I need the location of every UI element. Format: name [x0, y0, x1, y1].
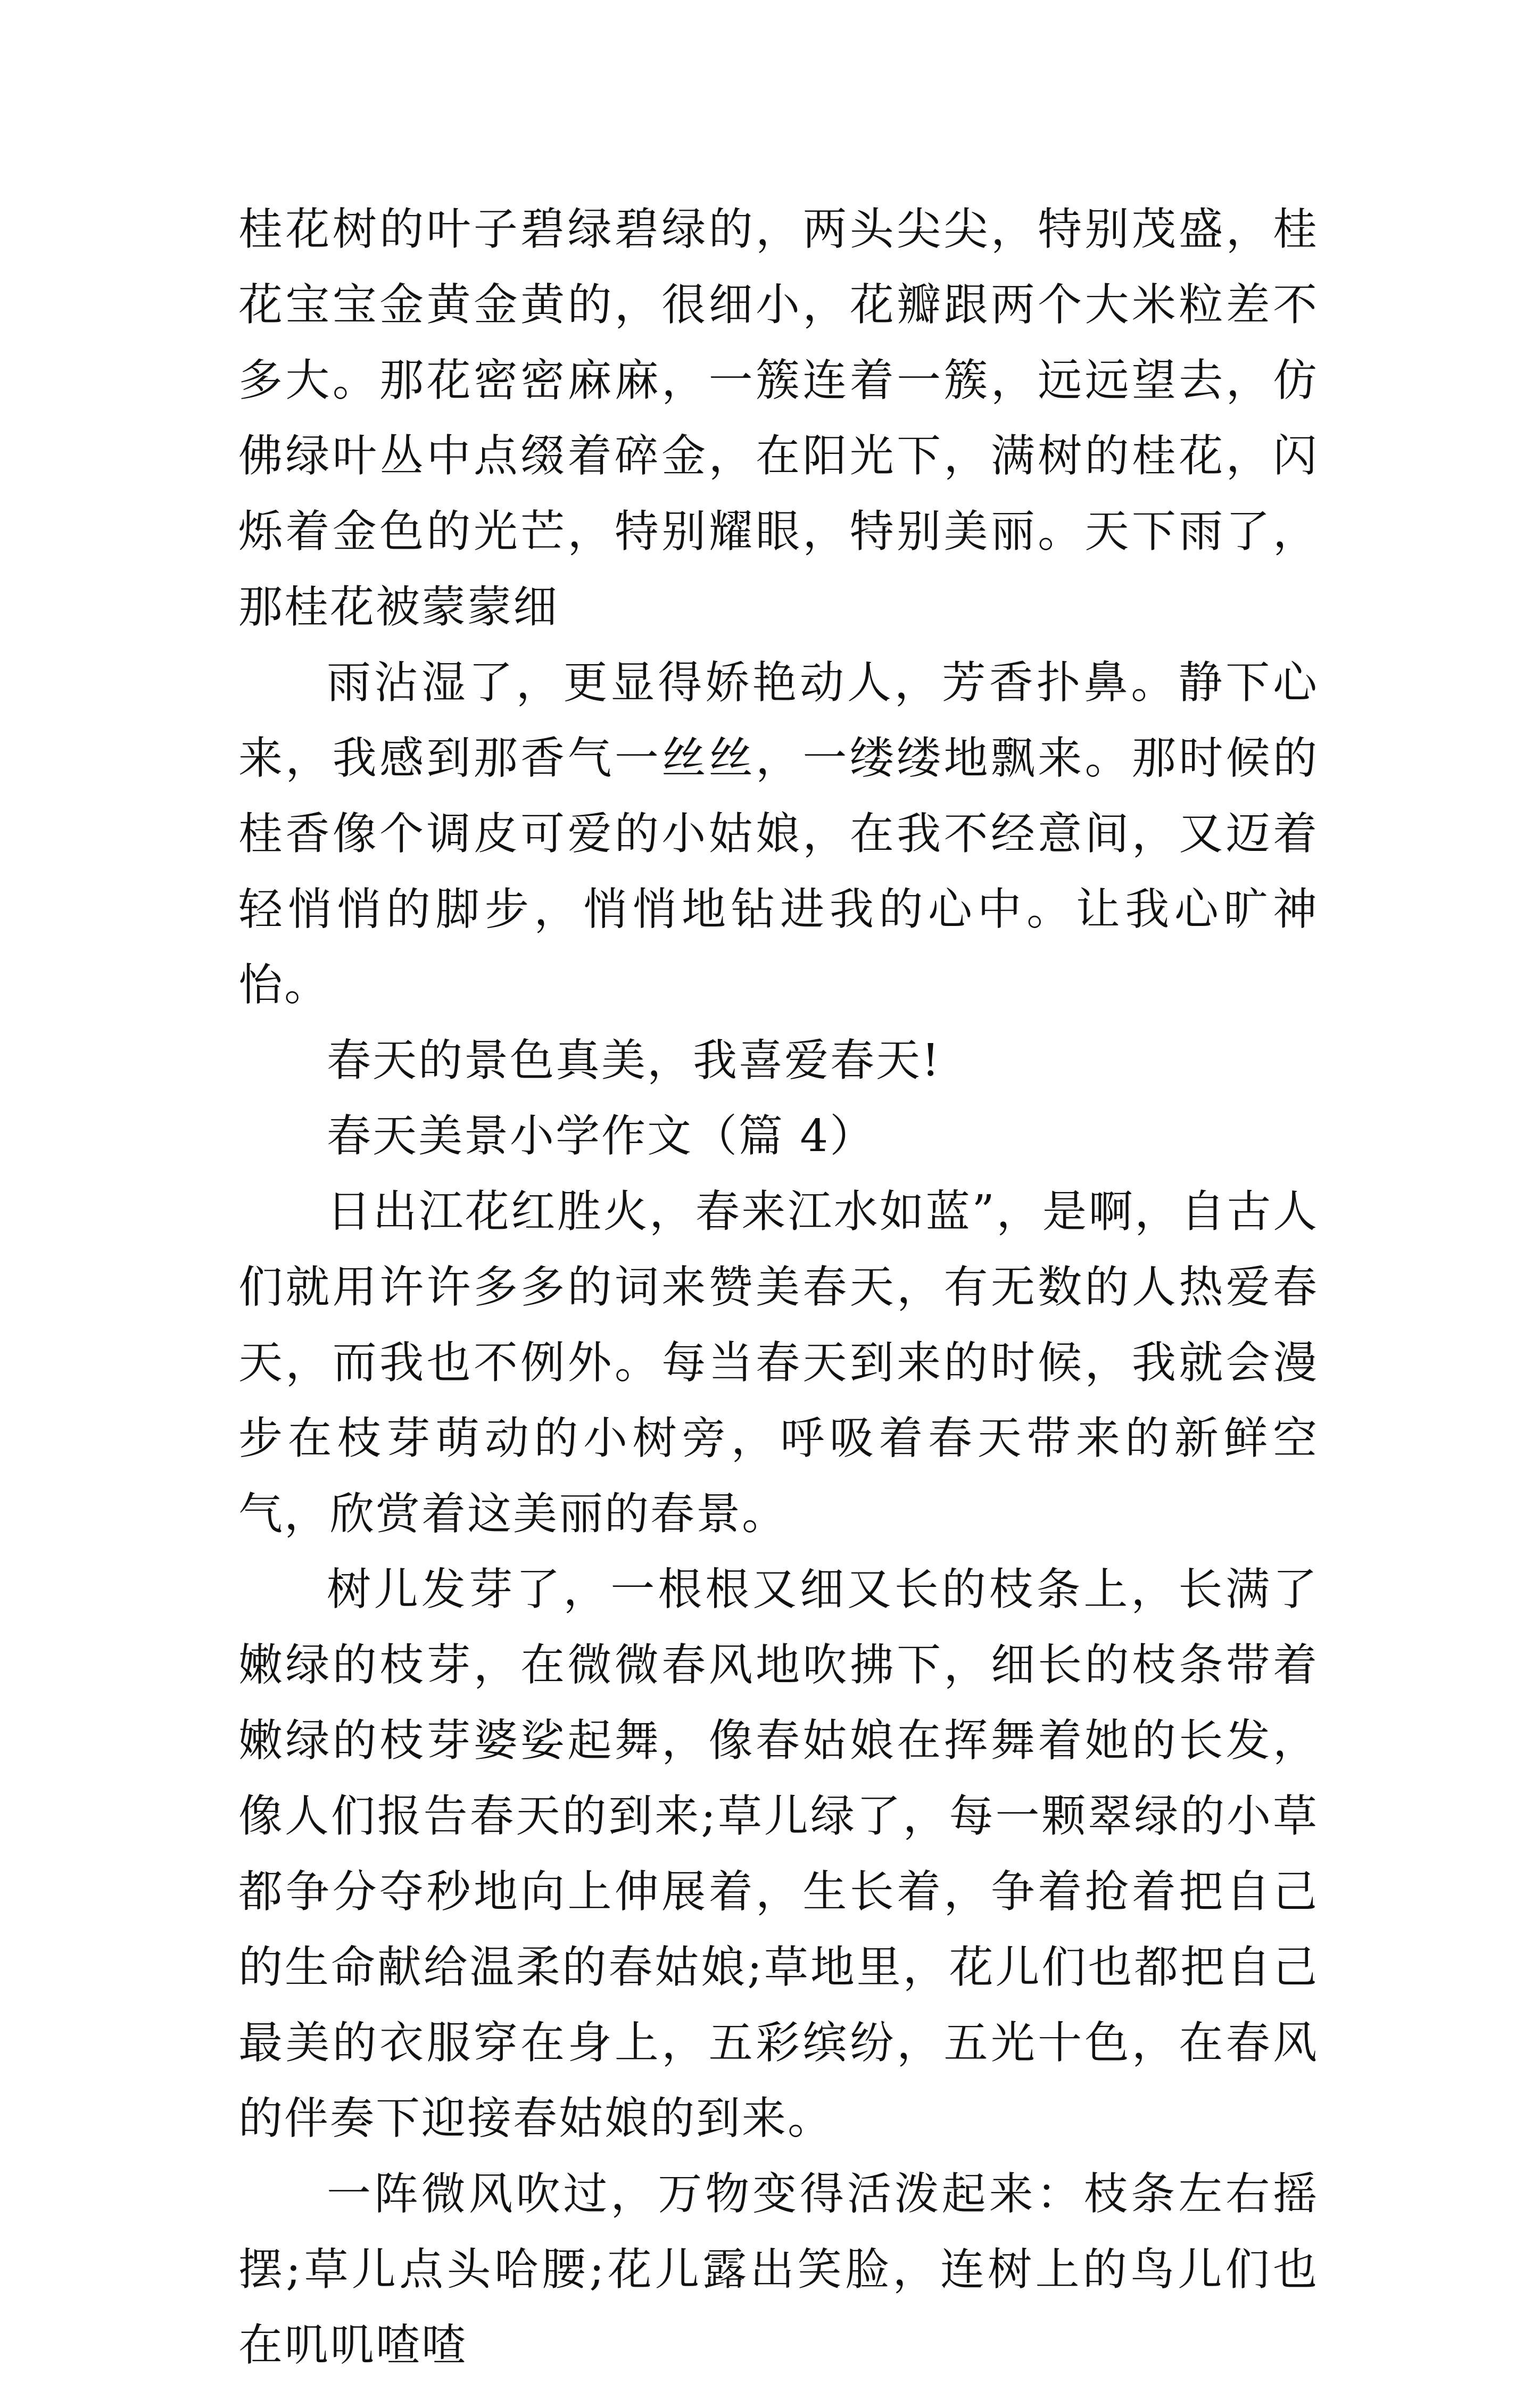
paragraph-1: 桂花树的叶子碧绿碧绿的，两头尖尖，特别茂盛，桂花宝宝金黄金黄的，很细小，花瓣跟两个大米粒差不多大。那花密密麻麻，一簇连着一簇，远远望去，仿佛绿叶丛中点缀着碎金，在阳光下，满树的桂花，闪烁着金色的光芒，特别耀眼，特别美丽。天下雨了，那桂花被蒙蒙细	[238, 203, 1319, 633]
body-text	[238, 192, 1319, 2383]
paragraph-3: 春天的景色真美，我喜爱春天!	[327, 1035, 941, 1086]
paragraph-5: 日出江花红胜火，春来江水如蓝”，是啊，自古人们就用许许多多的词来赞美春天，有无数的人热爱春天，而我也不例外。每当春天到来的时候，我就会漫步在枝芽萌动的小树旁，呼吸着春天带来的新鲜空气，欣赏着这美丽的春景。	[238, 1186, 1319, 1540]
paragraph-7: 一阵微风吹过，万物变得活泼起来：枝条左右摇摆;草儿点头哈腰;花儿露出笑脸，连树上的鸟儿们也在叽叽喳喳	[238, 2168, 1319, 2371]
section-heading: 春天美景小学作文（篇 4）	[327, 1110, 876, 1162]
paragraph-2: 雨沾湿了，更显得娇艳动人，芳香扑鼻。静下心来，我感到那香气一丝丝，一缕缕地飘来。那时候的桂香像个调皮可爱的小姑娘，在我不经意间，又迈着轻悄悄的脚步，悄悄地钻进我的心中。让我心旷神怡。	[238, 657, 1319, 1011]
paragraph-6: 树儿发芽了，一根根又细又长的枝条上，长满了嫩绿的枝芽，在微微春风地吹拂下，细长的枝条带着嫩绿的枝芽婆娑起舞，像春姑娘在挥舞着她的长发，像人们报告春天的到来;草儿绿了，每一颗翠绿的小草都争分夺秒地向上伸展着，生长着，争着抢着把自己的生命献给温柔的春姑娘;草地里，花儿们也都把自己最美的衣服穿在身上，五彩缤纷，五光十色，在春风的伴奏下迎接春姑娘的到来。	[238, 1563, 1319, 2144]
